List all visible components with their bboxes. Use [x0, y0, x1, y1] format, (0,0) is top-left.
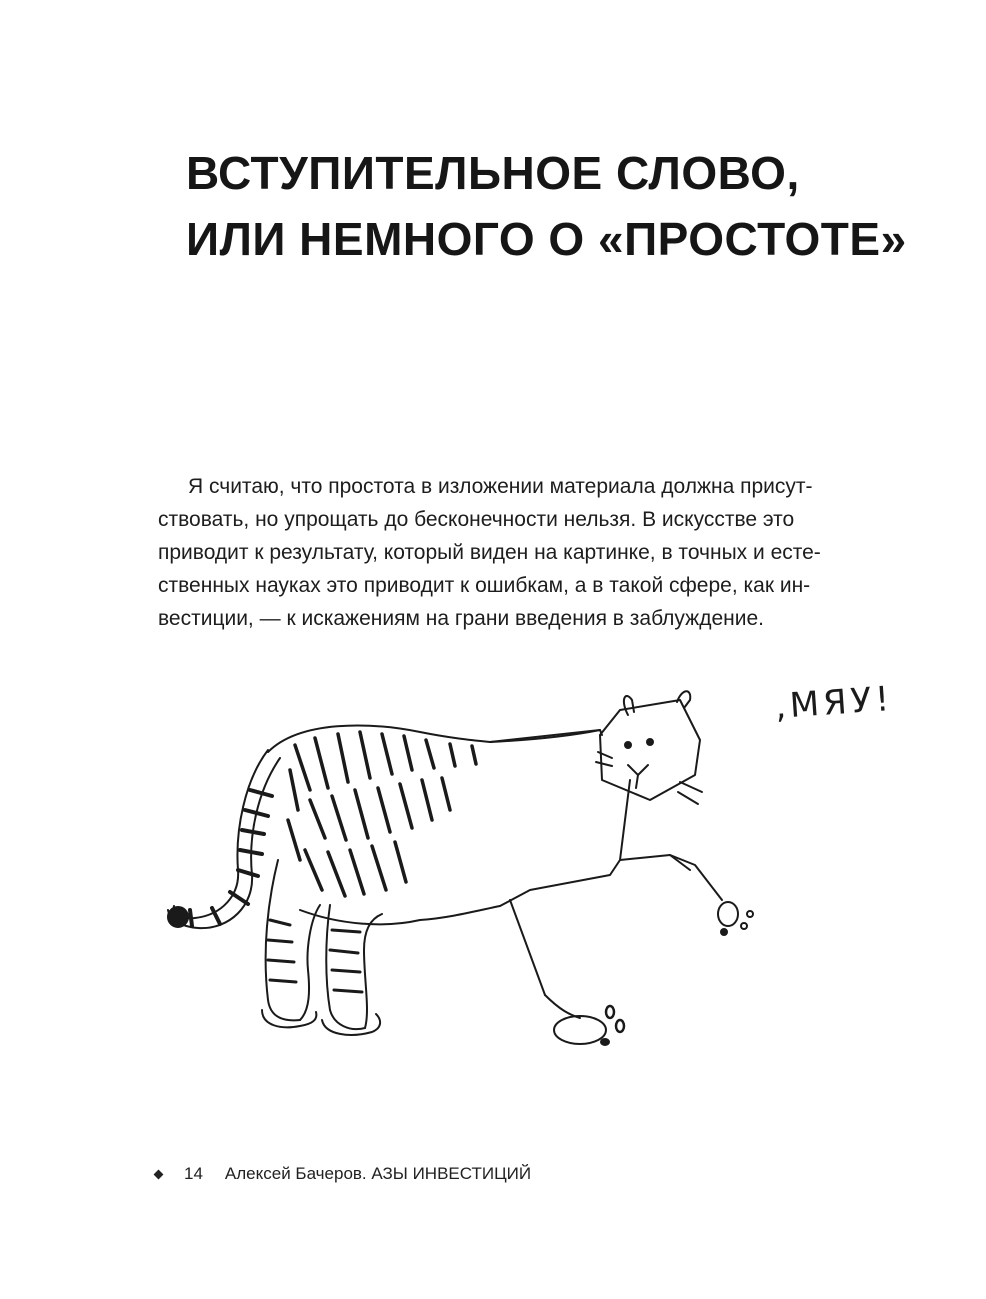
body-line-5: вестиции, — к искажениям на грани введения в заблуждение. — [158, 607, 764, 630]
page-footer — [155, 1164, 531, 1184]
chapter-title-line-2: ИЛИ НЕМНОГО О «ПРОСТОТЕ» — [186, 213, 907, 265]
tiger-cat-sketch-icon — [150, 670, 890, 1070]
footer-book-title: АЗЫ ИНВЕСТИЦИЙ — [371, 1164, 532, 1183]
chapter-title — [186, 140, 906, 272]
body-paragraph — [158, 470, 850, 635]
chapter-title-line-1: ВСТУПИТЕЛЬНОЕ СЛОВО, — [186, 147, 800, 199]
speech-text: ,МЯУ! — [773, 678, 895, 728]
body-line-2: ствовать, но упрощать до бесконечности нельзя. В искусстве это — [158, 508, 795, 531]
body-line-3: приводит к результату, который виден на картинке, в точных и есте- — [158, 541, 821, 564]
diamond-bullet-icon — [154, 1169, 164, 1179]
page-number: 14 — [184, 1164, 203, 1183]
body-line-1: Я считаю, что простота в изложении материала должна присут- — [188, 475, 813, 498]
footer-author: Алексей Бачеров. — [224, 1164, 367, 1183]
body-line-4: ственных науках это приводит к ошибкам, а в такой сфере, как ин- — [158, 574, 811, 597]
